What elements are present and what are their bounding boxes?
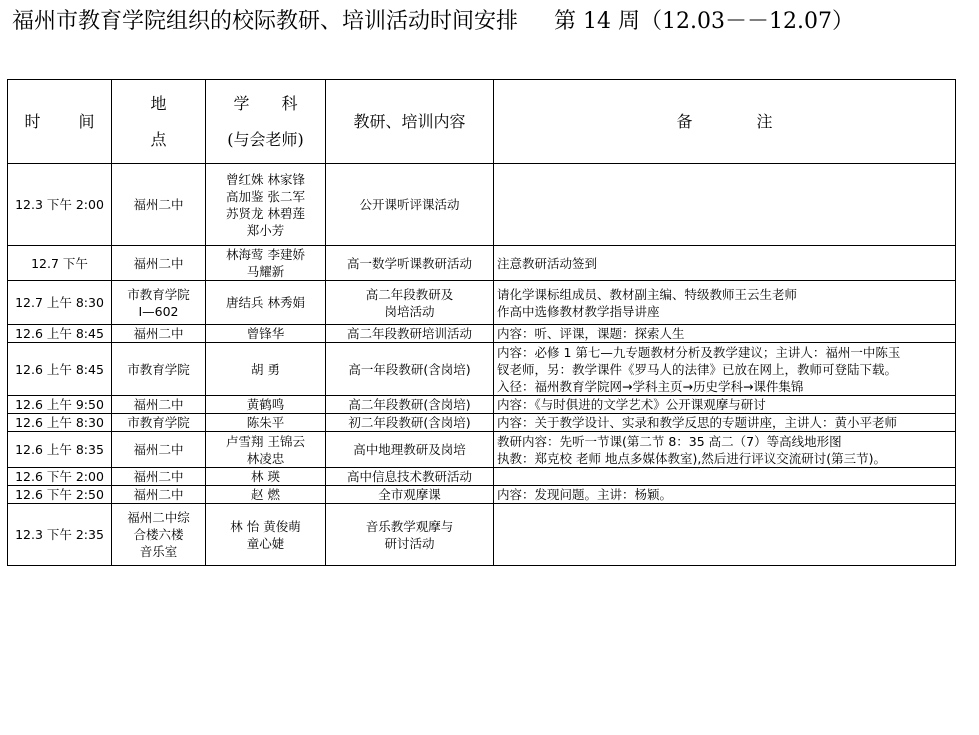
cell-teachers-line: 郑小芳 [246, 222, 285, 238]
cell-place-line: 福州二中 [133, 442, 184, 457]
cell-place-line: 市教育学院 [127, 415, 190, 430]
cell-place [112, 246, 206, 281]
cell-place-line: 福州二中 [133, 197, 184, 212]
cell-content-line: 高二年段教研及 [365, 286, 454, 302]
cell-content [326, 246, 494, 281]
cell-content-line: 研讨活动 [384, 535, 435, 551]
cell-place-line: 福州二中 [133, 397, 184, 412]
cell-content [326, 343, 494, 396]
cell-teachers-line: 唐结兵 林秀娟 [226, 295, 305, 310]
cell-teachers [206, 486, 326, 504]
cell-place [112, 486, 206, 504]
page-title [12, 4, 854, 35]
cell-note-line: 内容：听、评课，课题：探索人生 [497, 326, 685, 341]
cell-teachers-line: 林凌忠 [246, 450, 285, 466]
cell-teachers-line: 曾锋华 [246, 326, 285, 341]
cell-place-line: Ⅰ—602 [138, 303, 179, 319]
cell-time: 12.3 下午 2:35 [8, 504, 112, 566]
cell-time: 12.3 下午 2:00 [8, 164, 112, 246]
table-row [8, 281, 956, 325]
table-row [8, 325, 956, 343]
cell-place-line: 市教育学院 [127, 361, 190, 377]
cell-place-line: 市教育学院 [127, 286, 190, 302]
cell-teachers [206, 468, 326, 486]
cell-note-line: 钗老师，另：教学课件《罗马人的法律》已放在网上，教师可登陆下载。 [497, 361, 898, 377]
cell-place-line: 福州二中 [133, 487, 184, 502]
cell-teachers-line: 苏贤龙 林碧莲 [226, 205, 305, 221]
cell-note-line: 教研内容：先听一节课(第二节 8：35 高二（7）等高线地形图 [497, 433, 842, 449]
cell-teachers-line: 马耀新 [246, 264, 285, 279]
cell-content-line: 岗培活动 [384, 303, 435, 319]
cell-time: 12.6 上午 9:50 [8, 396, 112, 414]
cell-place [112, 281, 206, 325]
cell-teachers-line: 卢雪翔 王锦云 [226, 433, 305, 449]
cell-teachers [206, 432, 326, 468]
cell-content-line: 高一年段教研(含岗培) [348, 361, 471, 377]
table-row [8, 396, 956, 414]
cell-teachers [206, 396, 326, 414]
cell-place [112, 432, 206, 468]
cell-content-line: 高二年段教研培训活动 [346, 326, 472, 341]
cell-place-line: 福州二中 [133, 469, 184, 484]
cell-time: 12.6 下午 2:00 [8, 468, 112, 486]
cell-note [494, 468, 956, 486]
cell-note-line: 请化学课标组成员、教材副主编、特级教师王云生老师 [497, 286, 798, 302]
table-row [8, 246, 956, 281]
cell-teachers-line: 赵 燃 [251, 487, 280, 502]
cell-place [112, 414, 206, 432]
schedule-table [7, 79, 956, 566]
cell-content-line: 高中地理教研及岗培 [353, 442, 466, 457]
cell-content [326, 468, 494, 486]
header-time: 时 间 [8, 80, 112, 164]
table-row [8, 468, 956, 486]
cell-content-line: 高二年段教研(含岗培) [348, 397, 471, 412]
header-subject: 学 科 (与会老师) [206, 80, 326, 164]
cell-teachers [206, 246, 326, 281]
cell-place [112, 396, 206, 414]
cell-time: 12.6 上午 8:45 [8, 343, 112, 396]
table-row [8, 414, 956, 432]
cell-content-line: 公开课听评课活动 [359, 197, 460, 212]
cell-content [326, 432, 494, 468]
cell-note-line: 内容：关于教学设计、实录和教学反思的专题讲座，主讲人：黄小平老师 [497, 415, 898, 430]
cell-note-line: 注意教研活动签到 [497, 255, 598, 271]
header-row [8, 80, 956, 164]
cell-content [326, 414, 494, 432]
cell-content [326, 396, 494, 414]
cell-content [326, 325, 494, 343]
table-row [8, 343, 956, 396]
cell-note-line: 入径：福州教育学院网→学科主页→历史学科→课件集锦 [497, 378, 804, 394]
cell-teachers-line: 林 瑛 [251, 469, 280, 484]
cell-note-line: 执教：郑克校 老师 地点多媒体教室),然后进行评议交流研讨(第三节)。 [497, 450, 887, 466]
cell-place-line: 合楼六楼 [133, 527, 184, 542]
week-range: 第 14 周（12.03－－12.07） [554, 9, 854, 34]
cell-note [494, 325, 956, 343]
cell-teachers [206, 281, 326, 325]
cell-teachers [206, 325, 326, 343]
cell-place-line: 音乐室 [139, 544, 178, 559]
cell-teachers-line: 高加鉴 张二军 [226, 188, 305, 204]
cell-place [112, 325, 206, 343]
table-row [8, 432, 956, 468]
cell-note-line: 内容：《与时俱进的文学艺术》公开课观摩与研讨 [497, 397, 766, 412]
cell-teachers-line: 胡 勇 [251, 361, 280, 377]
cell-teachers-line: 陈朱平 [246, 415, 285, 430]
cell-note [494, 281, 956, 325]
cell-content-line: 全市观摩课 [378, 487, 441, 502]
cell-teachers-line: 林 怡 黄俊萌 [230, 518, 301, 534]
cell-content [326, 281, 494, 325]
cell-teachers-line: 黄鹤鸣 [246, 397, 285, 412]
table-row [8, 164, 956, 246]
cell-note-line: 作高中选修教材教学指导讲座 [497, 303, 660, 319]
cell-note [494, 164, 956, 246]
header-place: 地 点 [112, 80, 206, 164]
cell-place [112, 468, 206, 486]
cell-teachers-line: 林海莺 李建娇 [226, 247, 305, 262]
cell-time: 12.7 上午 8:30 [8, 281, 112, 325]
cell-place [112, 343, 206, 396]
cell-note-line: 内容：必修 1 第七—九专题教材分析及教学建议；主讲人：福州一中陈玉 [497, 344, 901, 360]
cell-teachers-line: 曾红姝 林家锋 [226, 171, 305, 187]
cell-content-line: 高一数学听课教研活动 [346, 255, 472, 271]
cell-place [112, 164, 206, 246]
cell-time: 12.6 下午 2:50 [8, 486, 112, 504]
cell-content-line: 初二年段教研(含岗培) [348, 415, 471, 430]
cell-note [494, 504, 956, 566]
cell-place-line: 福州二中 [133, 255, 184, 271]
cell-place-line: 福州二中综 [127, 510, 190, 525]
cell-note [494, 343, 956, 396]
cell-note [494, 432, 956, 468]
table-row [8, 486, 956, 504]
cell-place [112, 504, 206, 566]
cell-content-line: 高中信息技术教研活动 [346, 469, 472, 484]
cell-teachers-line: 童心婕 [246, 535, 285, 551]
cell-content [326, 486, 494, 504]
cell-note [494, 486, 956, 504]
header-content: 教研、培训内容 [326, 80, 494, 164]
cell-note [494, 396, 956, 414]
cell-time: 12.6 上午 8:30 [8, 414, 112, 432]
cell-place-line: 福州二中 [133, 326, 184, 341]
cell-time: 12.6 上午 8:45 [8, 325, 112, 343]
cell-time: 12.6 上午 8:35 [8, 432, 112, 468]
table-row [8, 504, 956, 566]
cell-note-line: 内容：发现问题。主讲：杨颖。 [497, 487, 673, 502]
cell-content [326, 504, 494, 566]
cell-note [494, 414, 956, 432]
title-text: 福州市教育学院组织的校际教研、培训活动时间安排 [12, 9, 519, 34]
cell-content [326, 164, 494, 246]
cell-note [494, 246, 956, 281]
cell-teachers [206, 414, 326, 432]
cell-teachers [206, 343, 326, 396]
header-note: 备 注 [494, 80, 956, 164]
cell-teachers [206, 504, 326, 566]
table-body [8, 164, 956, 566]
cell-time: 12.7 下午 [8, 246, 112, 281]
cell-teachers [206, 164, 326, 246]
cell-content-line: 音乐教学观摩与 [365, 518, 454, 534]
